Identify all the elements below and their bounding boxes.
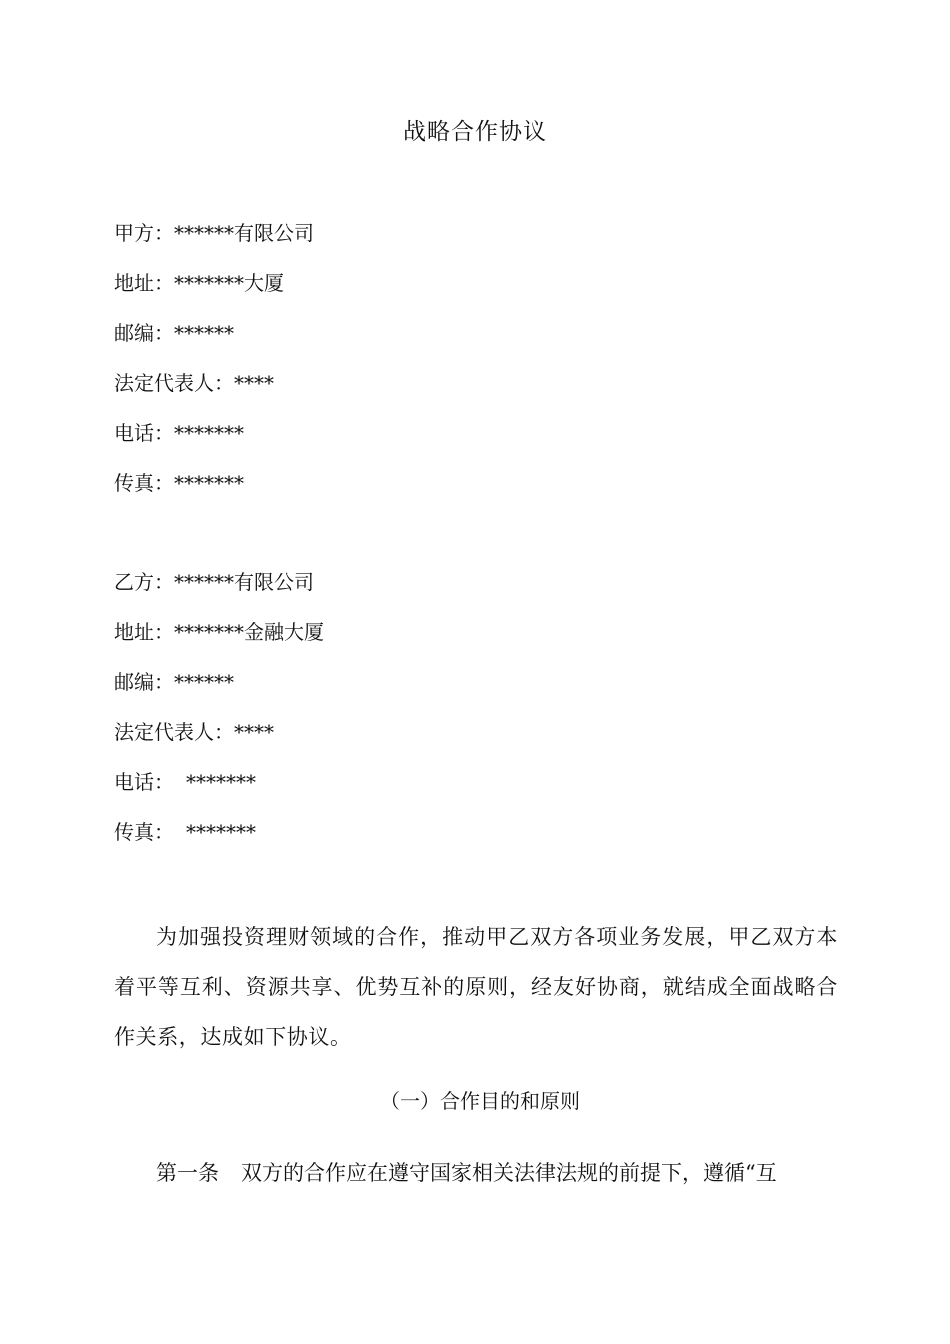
party-b-info bbox=[114, 564, 834, 864]
party-a-info bbox=[114, 215, 834, 515]
party-b-fax-value: ******* bbox=[186, 820, 256, 844]
article-1 bbox=[114, 1151, 838, 1195]
article-1-label: 第一条 bbox=[156, 1161, 219, 1185]
party-a-postcode: 邮编：****** bbox=[114, 321, 234, 345]
party-b-fax bbox=[114, 814, 834, 864]
party-a-legal-rep: 法定代表人：**** bbox=[114, 371, 274, 395]
section-1-title: （一）合作目的和原则 bbox=[380, 1089, 580, 1113]
party-b-name: 乙方：******有限公司 bbox=[114, 570, 314, 594]
party-b-fax-label: 传真： bbox=[114, 820, 174, 844]
party-a-phone: 电话：******* bbox=[114, 421, 244, 445]
party-b-phone-label: 电话： bbox=[114, 770, 174, 794]
party-a-address: 地址：*******大厦 bbox=[114, 271, 284, 295]
party-b-legal-rep: 法定代表人：**** bbox=[114, 720, 274, 744]
intro-paragraph: 为加强投资理财领域的合作，推动甲乙双方各项业务发展，甲乙双方本着平等互利、资源共享、优势互补的原则，经友好协商，就结成全面战略合作关系，达成如下协议。 bbox=[114, 925, 838, 1049]
party-b-address: 地址：*******金融大厦 bbox=[114, 620, 324, 644]
party-a-name: 甲方：******有限公司 bbox=[114, 221, 314, 245]
party-b-phone bbox=[114, 764, 834, 814]
party-b-postcode: 邮编：****** bbox=[114, 670, 234, 694]
document-title: 战略合作协议 bbox=[403, 119, 547, 145]
party-a-fax: 传真：******* bbox=[114, 471, 244, 495]
article-1-text: 双方的合作应在遵守国家相关法律法规的前提下，遵循“互 bbox=[241, 1161, 777, 1185]
party-b-phone-value: ******* bbox=[186, 770, 256, 794]
